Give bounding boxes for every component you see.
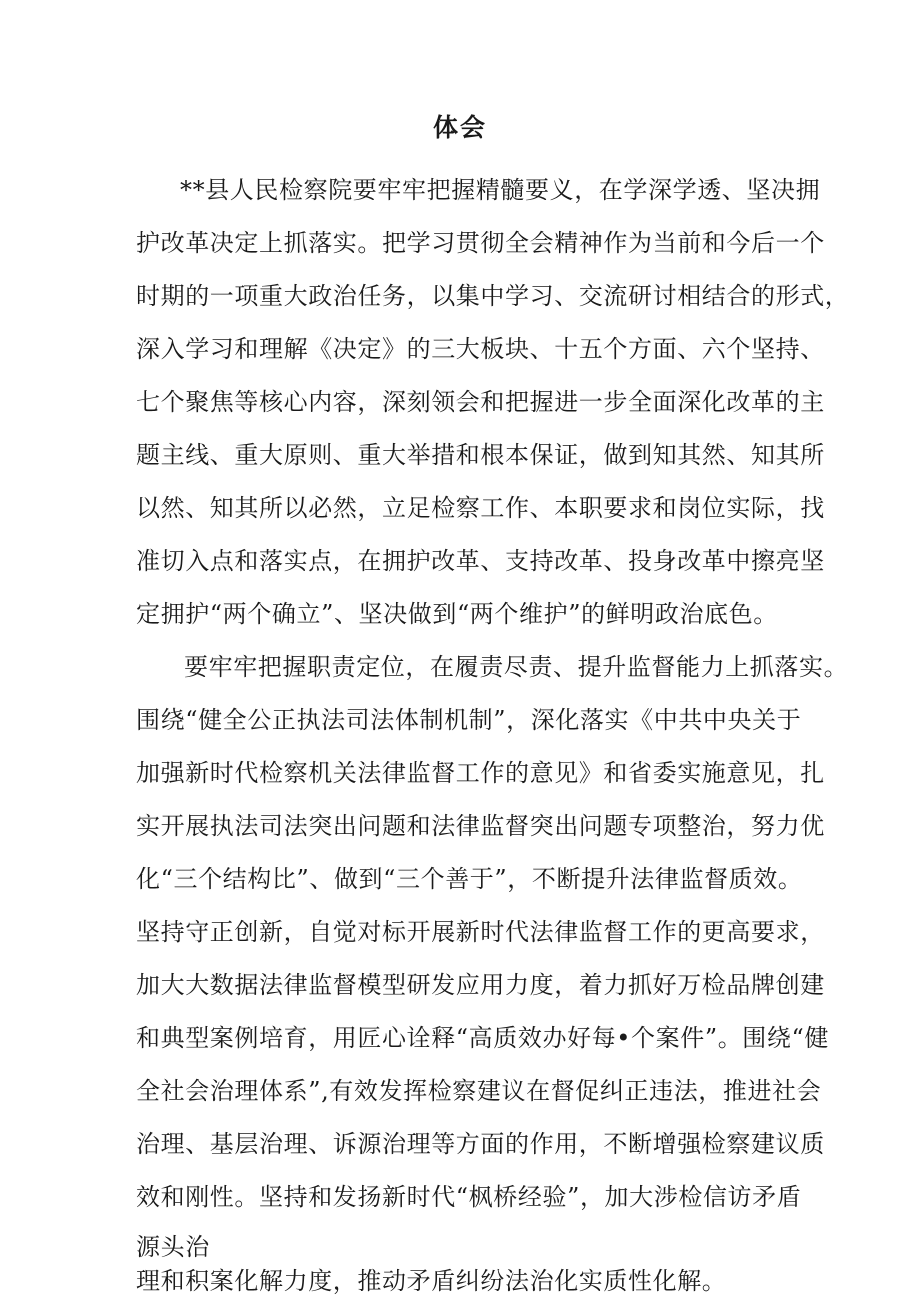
paragraph-1-line-2: 护改革决定上抓落实。把学习贯彻全会精神作为当前和今后一个 xyxy=(136,229,825,257)
paragraph-2-line-4: 实开展执法司法突出问题和法律监督突出问题专项整治，努力优 xyxy=(136,812,825,840)
paragraph-1-line-9: 定拥护“两个确立”、坚决做到“两个维护”的鲜明政治底色。 xyxy=(136,600,778,628)
paragraph-2-line-3: 加强新时代检察机关法律监督工作的意见》和省委实施意见，扎 xyxy=(136,759,825,787)
paragraph-2-line-5: 化“三个结构比”、做到“三个善于”，不断提升法律监督质效。 xyxy=(136,865,803,893)
paragraph-1-line-6: 题主线、重大原则、重大举措和根本保证，做到知其然、知其所 xyxy=(136,441,825,469)
paragraph-2-line-7: 加大大数据法律监督模型研发应用力度，着力抓好万检品牌创建 xyxy=(136,971,825,999)
paragraph-2-line-2: 围绕“健全公正执法司法体制机制”，深化落实《中共中央关于 xyxy=(136,706,802,734)
paragraph-1-line-8: 准切入点和落实点，在拥护改革、支持改革、投身改革中擦亮坚 xyxy=(136,547,825,575)
paragraph-2-line-13: 理和积案化解力度，推动矛盾纠纷法治化实质性化解。 xyxy=(136,1267,727,1295)
paragraph-2-line-12: 源头治 xyxy=(136,1233,210,1261)
paragraph-1-line-3: 时期的一项重大政治任务，以集中学习、交流研讨相结合的形式， xyxy=(136,282,850,310)
paragraph-2-line-9: 全社会治理体系”,有效发挥检察建议在督促纠正违法，推进社会 xyxy=(136,1077,822,1105)
paragraph-2-line-8: 和典型案例培育，用匠心诠释“高质效办好每•个案件”。围绕“健 xyxy=(136,1024,829,1052)
paragraph-1-line-5: 七个聚焦等核心内容，深刻领会和把握进一步全面深化改革的主 xyxy=(136,388,825,416)
paragraph-2-line-11: 效和刚性。坚持和发扬新时代“枫桥经验”，加大涉检信访矛盾 xyxy=(136,1183,802,1211)
paragraph-2-line-6: 坚持守正创新，自觉对标开展新时代法律监督工作的更高要求， xyxy=(136,918,825,946)
paragraph-1-line-4: 深入学习和理解《决定》的三大板块、十五个方面、六个坚持、 xyxy=(136,335,825,363)
paragraph-1-line-1: **县人民检察院要牢牢把握精髓要义，在学深学透、坚决拥 xyxy=(180,176,821,204)
page-title: 体会 xyxy=(432,113,487,142)
paragraph-1-line-7: 以然、知其所以必然，立足检察工作、本职要求和岗位实际，找 xyxy=(136,494,825,522)
paragraph-2-line-10: 治理、基层治理、诉源治理等方面的作用，不断增强检察建议质 xyxy=(136,1130,825,1158)
paragraph-2-line-1: 要牢牢把握职责定位，在履责尽责、提升监督能力上抓落实。 xyxy=(184,653,849,681)
